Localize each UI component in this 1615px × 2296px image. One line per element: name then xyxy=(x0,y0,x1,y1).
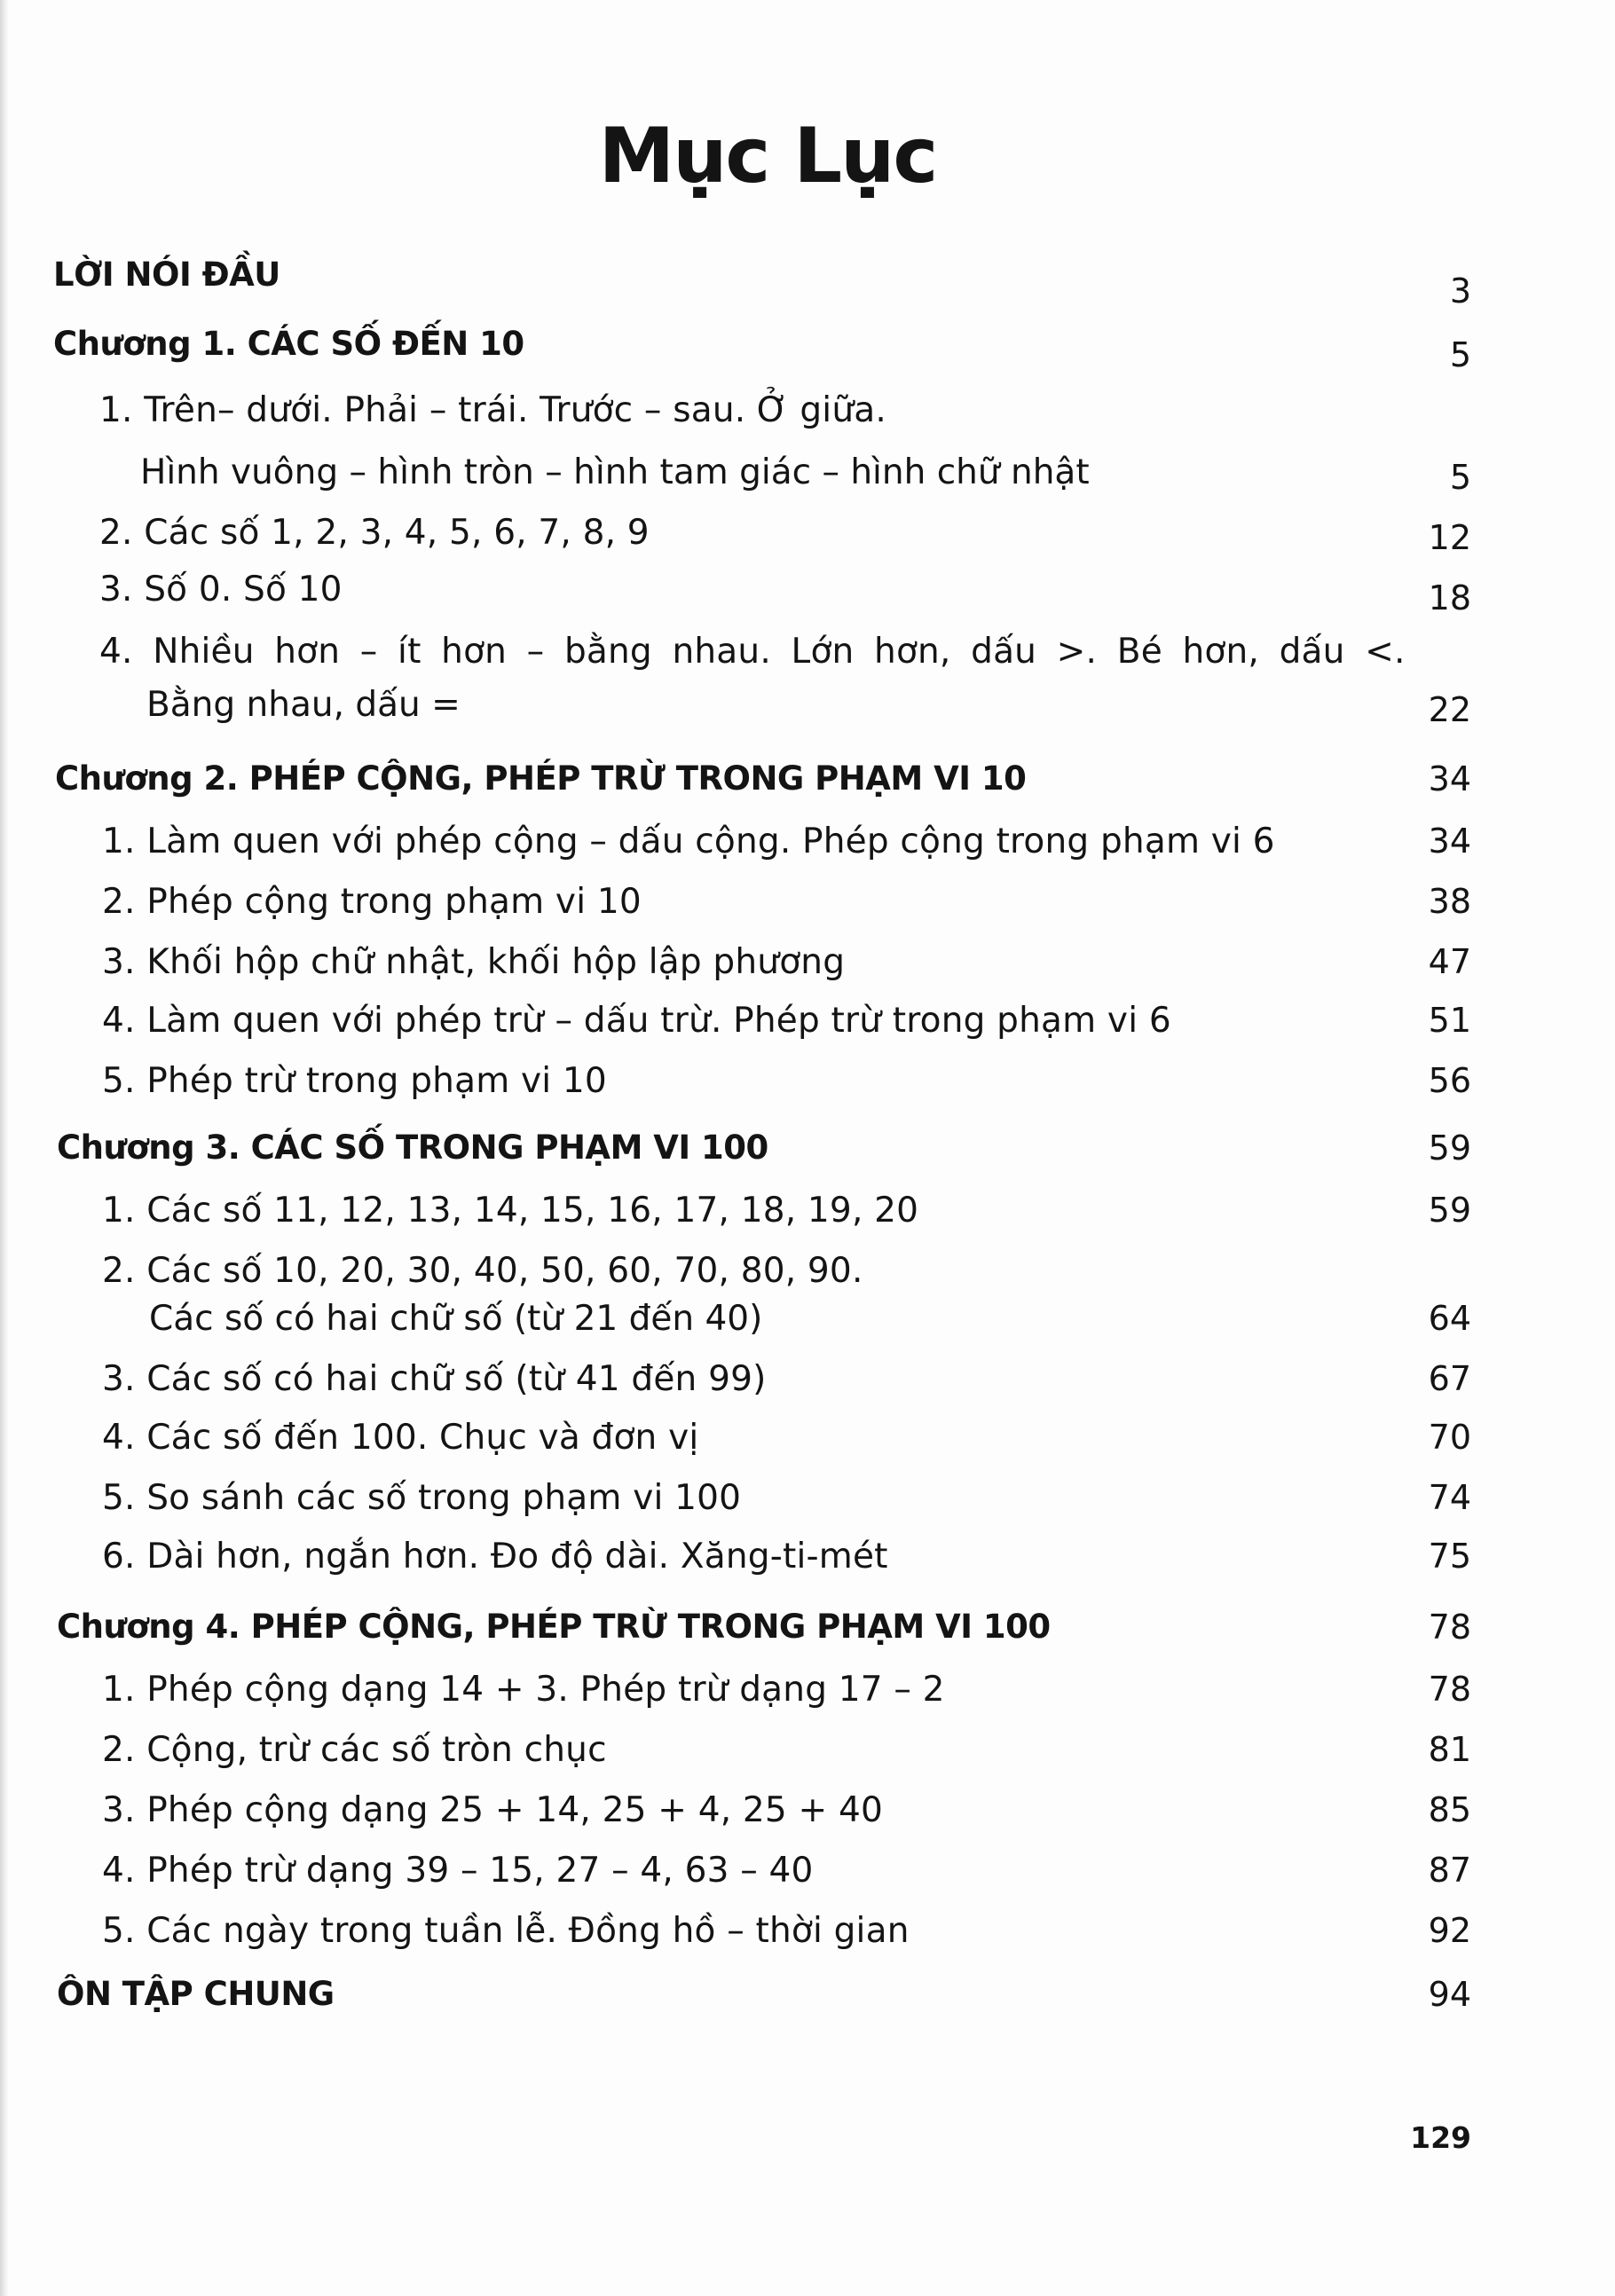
toc-item[interactable] xyxy=(0,1418,1615,1480)
toc-chapter-2[interactable] xyxy=(0,759,1615,822)
toc-item-label: 4. Nhiều hơn – ít hơn – bằng nhau. Lớn hơn, dấu >. Bé hơn, dấu <. xyxy=(99,632,1406,672)
toc-item-label: 3. Khối hộp chữ nhật, khối hộp lập phương xyxy=(102,942,846,982)
toc-chapter-label: Chương 4. PHÉP CỘNG, PHÉP TRỪ TRONG PHẠM VI 100 xyxy=(57,1608,1051,1646)
toc-item[interactable] xyxy=(0,882,1615,944)
toc-item[interactable] xyxy=(0,1191,1615,1253)
toc-chapter-4[interactable] xyxy=(0,1608,1615,1670)
toc-item[interactable] xyxy=(0,1061,1615,1123)
toc-item-page: 51 xyxy=(1428,1001,1471,1040)
toc-item[interactable] xyxy=(0,942,1615,1004)
toc-item-label: 5. Các ngày trong tuần lễ. Đồng hồ – thời gian xyxy=(102,1911,910,1951)
toc-item-page: 87 xyxy=(1428,1851,1471,1890)
toc-item-label: 2. Các số 10, 20, 30, 40, 50, 60, 70, 80, 90. xyxy=(102,1251,863,1291)
toc-item-label: 3. Số 0. Số 10 xyxy=(99,570,343,609)
toc-item-label: 1. Phép cộng dạng 14 + 3. Phép trừ dạng 17 – 2 xyxy=(102,1670,945,1710)
toc-item-page: 18 xyxy=(1428,578,1471,617)
toc-item[interactable] xyxy=(0,1670,1615,1732)
toc-item-page: 12 xyxy=(1428,518,1471,557)
toc-item-page: 22 xyxy=(1428,690,1471,729)
toc-item[interactable] xyxy=(0,1911,1615,1973)
toc-item-label: 4. Làm quen với phép trừ – dấu trừ. Phép trừ trong phạm vi 6 xyxy=(102,1001,1171,1041)
toc-chapter-1[interactable] xyxy=(0,325,1615,387)
toc-item-label: 2. Phép cộng trong phạm vi 10 xyxy=(102,882,642,922)
toc-item-page: 34 xyxy=(1428,822,1471,861)
page-number: 129 xyxy=(1410,2120,1471,2155)
toc-chapter-page: 5 xyxy=(1449,335,1471,374)
toc-item[interactable] xyxy=(0,390,1615,452)
toc-item[interactable] xyxy=(0,822,1615,884)
toc-item-page: 85 xyxy=(1428,1790,1471,1829)
toc-chapter-label: Chương 2. PHÉP CỘNG, PHÉP TRỪ TRONG PHẠM VI 10 xyxy=(55,759,1027,798)
toc-entry-label: ÔN TẬP CHUNG xyxy=(57,1975,335,2013)
toc-item-label: Bằng nhau, dấu = xyxy=(146,685,461,725)
toc-item-label: 4. Phép trừ dạng 39 – 15, 27 – 4, 63 – 40 xyxy=(102,1851,814,1891)
toc-item[interactable] xyxy=(0,1478,1615,1540)
toc-item-page: 92 xyxy=(1428,1911,1471,1950)
toc-entry-preface[interactable] xyxy=(0,256,1615,318)
toc-item-page: 64 xyxy=(1428,1299,1471,1338)
toc-item-label: 1. Trên– dưới. Phải – trái. Trước – sau. Ở giữa. xyxy=(99,390,886,430)
toc-item-page: 47 xyxy=(1428,942,1471,981)
toc-entry-page: 3 xyxy=(1449,271,1471,311)
toc-item-page: 78 xyxy=(1428,1670,1471,1709)
toc-item-page: 70 xyxy=(1428,1418,1471,1457)
toc-item-page: 75 xyxy=(1428,1537,1471,1576)
toc-chapter-page: 78 xyxy=(1428,1608,1471,1647)
toc-item-label: 6. Dài hơn, ngắn hơn. Đo độ dài. Xăng-ti-mét xyxy=(102,1537,888,1577)
toc-item-label: 4. Các số đến 100. Chục và đơn vị xyxy=(102,1418,699,1458)
toc-item[interactable] xyxy=(0,1001,1615,1063)
toc-item-label: Các số có hai chữ số (từ 21 đến 40) xyxy=(149,1299,763,1339)
toc-chapter-page: 59 xyxy=(1428,1128,1471,1168)
toc-chapter-3[interactable] xyxy=(0,1128,1615,1191)
toc-chapter-page: 34 xyxy=(1428,759,1471,798)
toc-entry-review[interactable] xyxy=(0,1975,1615,2037)
toc-item-page: 59 xyxy=(1428,1191,1471,1230)
toc-item-page: 74 xyxy=(1428,1478,1471,1517)
toc-item[interactable] xyxy=(0,1730,1615,1792)
toc-item-label: 5. So sánh các số trong phạm vi 100 xyxy=(102,1478,742,1518)
toc-item-page: 56 xyxy=(1428,1061,1471,1100)
toc-item-continuation[interactable] xyxy=(0,685,1615,747)
page-title: Mục Lục xyxy=(598,112,937,201)
toc-item-label: 2. Cộng, trừ các số tròn chục xyxy=(102,1730,607,1770)
toc-entry-label: LỜI NÓI ĐẦU xyxy=(53,256,280,294)
toc-item[interactable] xyxy=(0,1359,1615,1421)
toc-item-label: Hình vuông – hình tròn – hình tam giác – hình chữ nhật xyxy=(140,452,1090,492)
toc-item-label: 2. Các số 1, 2, 3, 4, 5, 6, 7, 8, 9 xyxy=(99,513,650,553)
toc-item[interactable] xyxy=(0,570,1615,632)
toc-item[interactable] xyxy=(0,1851,1615,1913)
toc-item-label: 3. Các số có hai chữ số (từ 41 đến 99) xyxy=(102,1359,767,1399)
toc-chapter-label: Chương 3. CÁC SỐ TRONG PHẠM VI 100 xyxy=(57,1128,768,1167)
toc-item-label: 5. Phép trừ trong phạm vi 10 xyxy=(102,1061,607,1101)
toc-item-label: 3. Phép cộng dạng 25 + 14, 25 + 4, 25 + 40 xyxy=(102,1790,884,1830)
toc-item-page: 38 xyxy=(1428,882,1471,921)
toc-item-continuation[interactable] xyxy=(0,1299,1615,1361)
toc-item-label: 1. Các số 11, 12, 13, 14, 15, 16, 17, 18, 19, 20 xyxy=(102,1191,919,1231)
toc-item-label: 1. Làm quen với phép cộng – dấu cộng. Phép cộng trong phạm vi 6 xyxy=(102,822,1275,861)
toc-item-page: 67 xyxy=(1428,1359,1471,1398)
toc-item-page: 81 xyxy=(1428,1730,1471,1769)
toc-chapter-label: Chương 1. CÁC SỐ ĐẾN 10 xyxy=(53,325,524,363)
toc-item[interactable] xyxy=(0,1537,1615,1599)
toc-item-continuation[interactable] xyxy=(0,452,1615,515)
toc-item[interactable] xyxy=(0,1790,1615,1852)
toc-item-page: 5 xyxy=(1449,458,1471,497)
toc-entry-page: 94 xyxy=(1428,1975,1471,2014)
toc-item[interactable] xyxy=(0,513,1615,575)
